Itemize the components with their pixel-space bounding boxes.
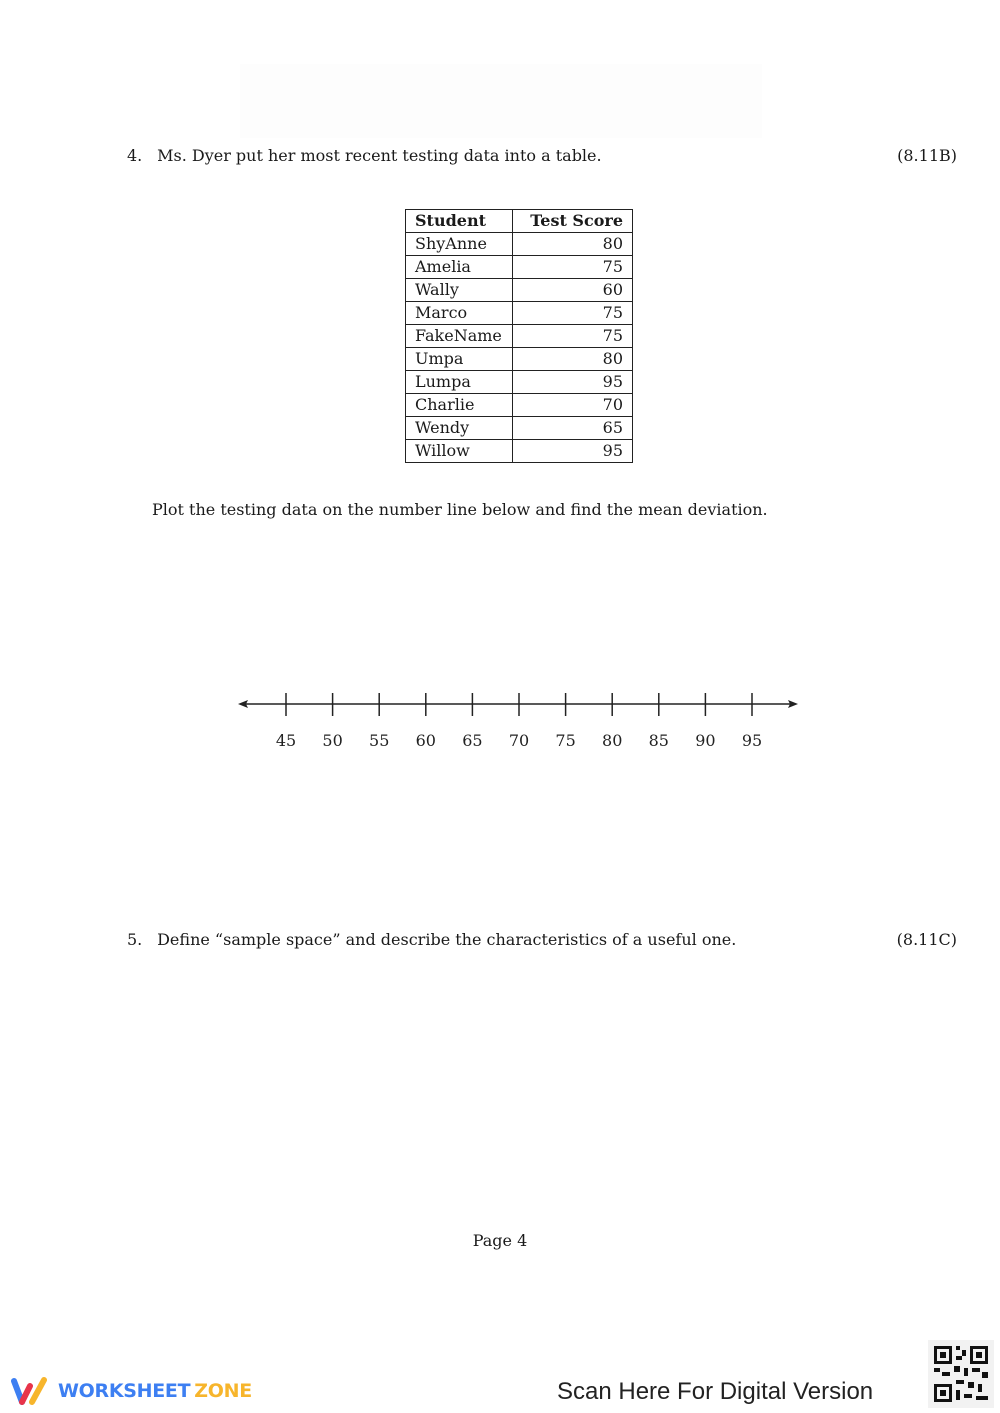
tick-label: 95 [741, 731, 763, 750]
question-5-text: Define “sample space” and describe the characteristics of a useful one. [157, 930, 737, 949]
table-row [406, 302, 633, 325]
qr-code-icon[interactable] [928, 1340, 994, 1408]
tick-label: 65 [462, 731, 483, 750]
table-header-row [406, 210, 633, 233]
student-name: Lumpa [406, 371, 513, 394]
test-score: 95 [513, 371, 633, 394]
page-number: Page 4 [472, 1231, 528, 1250]
student-name: ShyAnne [406, 233, 513, 256]
tick-label: 75 [555, 731, 576, 750]
table-row [406, 417, 633, 440]
tick-label: 70 [508, 731, 530, 750]
instruction-text: Plot the testing data on the number line below and find the mean deviation. [152, 500, 768, 519]
test-score: 60 [513, 279, 633, 302]
blank-header-area [240, 64, 762, 138]
student-name: Amelia [406, 256, 513, 279]
question-5-standard: (8.11C) [896, 930, 957, 949]
question-4-standard: (8.11B) [897, 146, 957, 165]
student-name: Wally [406, 279, 513, 302]
scan-prompt: Scan Here For Digital Version [557, 1378, 874, 1405]
question-4-text: Ms. Dyer put her most recent testing data into a table. [157, 146, 602, 165]
tick-label: 45 [275, 731, 297, 750]
table-row [406, 348, 633, 371]
tick-label: 90 [695, 731, 716, 750]
test-score: 75 [513, 325, 633, 348]
student-name: Wendy [406, 417, 513, 440]
question-4 [127, 146, 957, 165]
student-name: Marco [406, 302, 513, 325]
tick-label: 60 [415, 731, 436, 750]
question-5-number: 5. [127, 930, 143, 949]
test-score: 75 [513, 302, 633, 325]
table-row [406, 394, 633, 417]
test-score: 70 [513, 394, 633, 417]
tick-label: 50 [322, 731, 343, 750]
student-name: Umpa [406, 348, 513, 371]
header-student: Student [406, 210, 513, 233]
brand-zone: ZONE [194, 1380, 252, 1402]
test-score: 80 [513, 348, 633, 371]
test-score-table [405, 209, 633, 463]
tick-label: 55 [369, 731, 390, 750]
header-test-score: Test Score [513, 210, 633, 233]
table-row [406, 440, 633, 463]
question-4-number: 4. [127, 146, 143, 165]
test-score: 95 [513, 440, 633, 463]
table-row [406, 371, 633, 394]
tick-label: 80 [602, 731, 623, 750]
number-line [236, 690, 802, 760]
table-row [406, 325, 633, 348]
test-score: 75 [513, 256, 633, 279]
brand-worksheet: WORKSHEET [58, 1380, 191, 1402]
test-score: 80 [513, 233, 633, 256]
student-name: Charlie [406, 394, 513, 417]
test-score: 65 [513, 417, 633, 440]
worksheetzone-logo-icon [10, 1376, 52, 1406]
question-5 [127, 930, 957, 949]
tick-label: 85 [648, 731, 669, 750]
student-name: Willow [406, 440, 513, 463]
worksheetzone-logo[interactable] [10, 1376, 252, 1406]
table-row [406, 279, 633, 302]
table-row [406, 256, 633, 279]
student-name: FakeName [406, 325, 513, 348]
table-row [406, 233, 633, 256]
